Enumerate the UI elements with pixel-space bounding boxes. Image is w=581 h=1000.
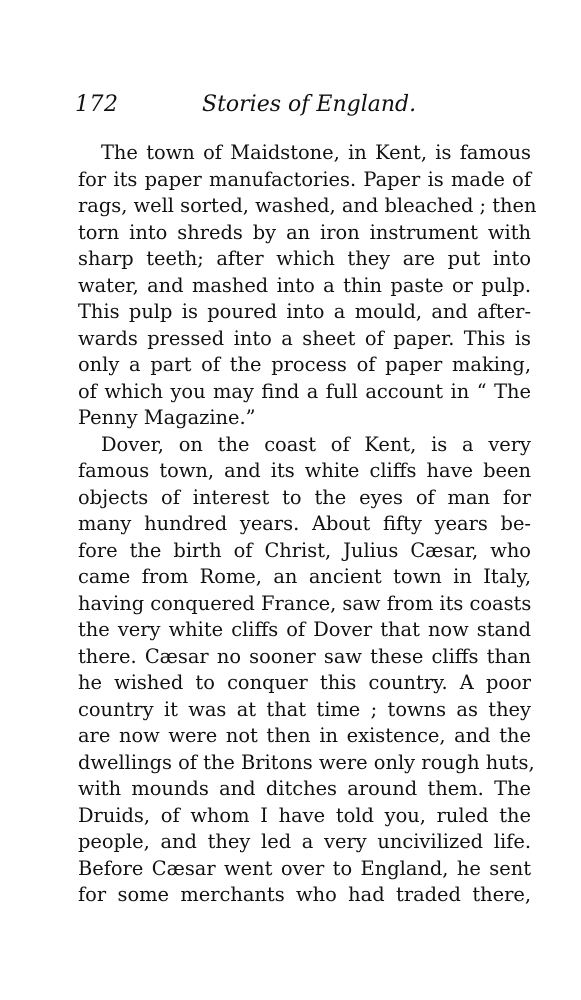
text-line: country it was at that time ; towns as they [78,697,531,721]
text-line: there. Cæsar no sooner saw these cliffs than [78,644,531,668]
text-line: are now were not then in existence, and the [78,724,531,747]
body-text [78,140,537,909]
text-line: Before Cæsar went over to England, he sent [78,856,531,880]
text-line: Penny Magazine.” [78,406,256,429]
text-line: fore the birth of Christ, Julius Cæsar, who [78,538,531,562]
text-line: he wished to conquer this country. A poor [78,671,531,694]
text-line: wards pressed into a sheet of paper. This is [78,326,531,350]
text-line: sharp teeth; after which they are put into [78,247,531,270]
text-line: the very white cliffs of Dover that now stand [78,618,531,641]
text-line: water, and mashed into a thin paste or pulp. [78,273,531,297]
text-line: came from Rome, an ancient town in Italy, [78,565,531,588]
text-line: rags, well sorted, washed, and bleached ; then [78,194,537,217]
page-number: 172 [75,92,119,117]
running-title: Stories of England. [202,92,417,117]
text-line: torn into shreds by an iron instrument with [78,220,531,244]
text-line: of which you may find a full account in “ The [78,379,531,403]
text-line: Druids, of whom I have told you, ruled the [78,803,531,827]
text-line: having conquered France, saw from its coasts [78,591,532,615]
text-line: The town of Maidstone, in Kent, is famous [101,141,531,164]
page-header [75,92,530,120]
text-line: This pulp is poured into a mould, and after- [78,300,531,323]
text-line: many hundred years. About fifty years be- [78,512,531,535]
text-line: people, and they led a very uncivilized life. [78,830,531,853]
text-line: with mounds and ditches around them. The [78,777,531,800]
text-line: Dover, on the coast of Kent, is a very [101,432,531,456]
text-line: only a part of the process of paper making, [78,353,531,376]
text-line: for its paper manufactories. Paper is made of [78,167,531,191]
text-line: famous town, and its white cliffs have been [78,459,531,482]
text-line: dwellings of the Britons were only rough huts, [78,750,535,774]
text-line: for some merchants who had traded there, [78,883,531,906]
text-line: objects of interest to the eyes of man for [78,485,531,509]
